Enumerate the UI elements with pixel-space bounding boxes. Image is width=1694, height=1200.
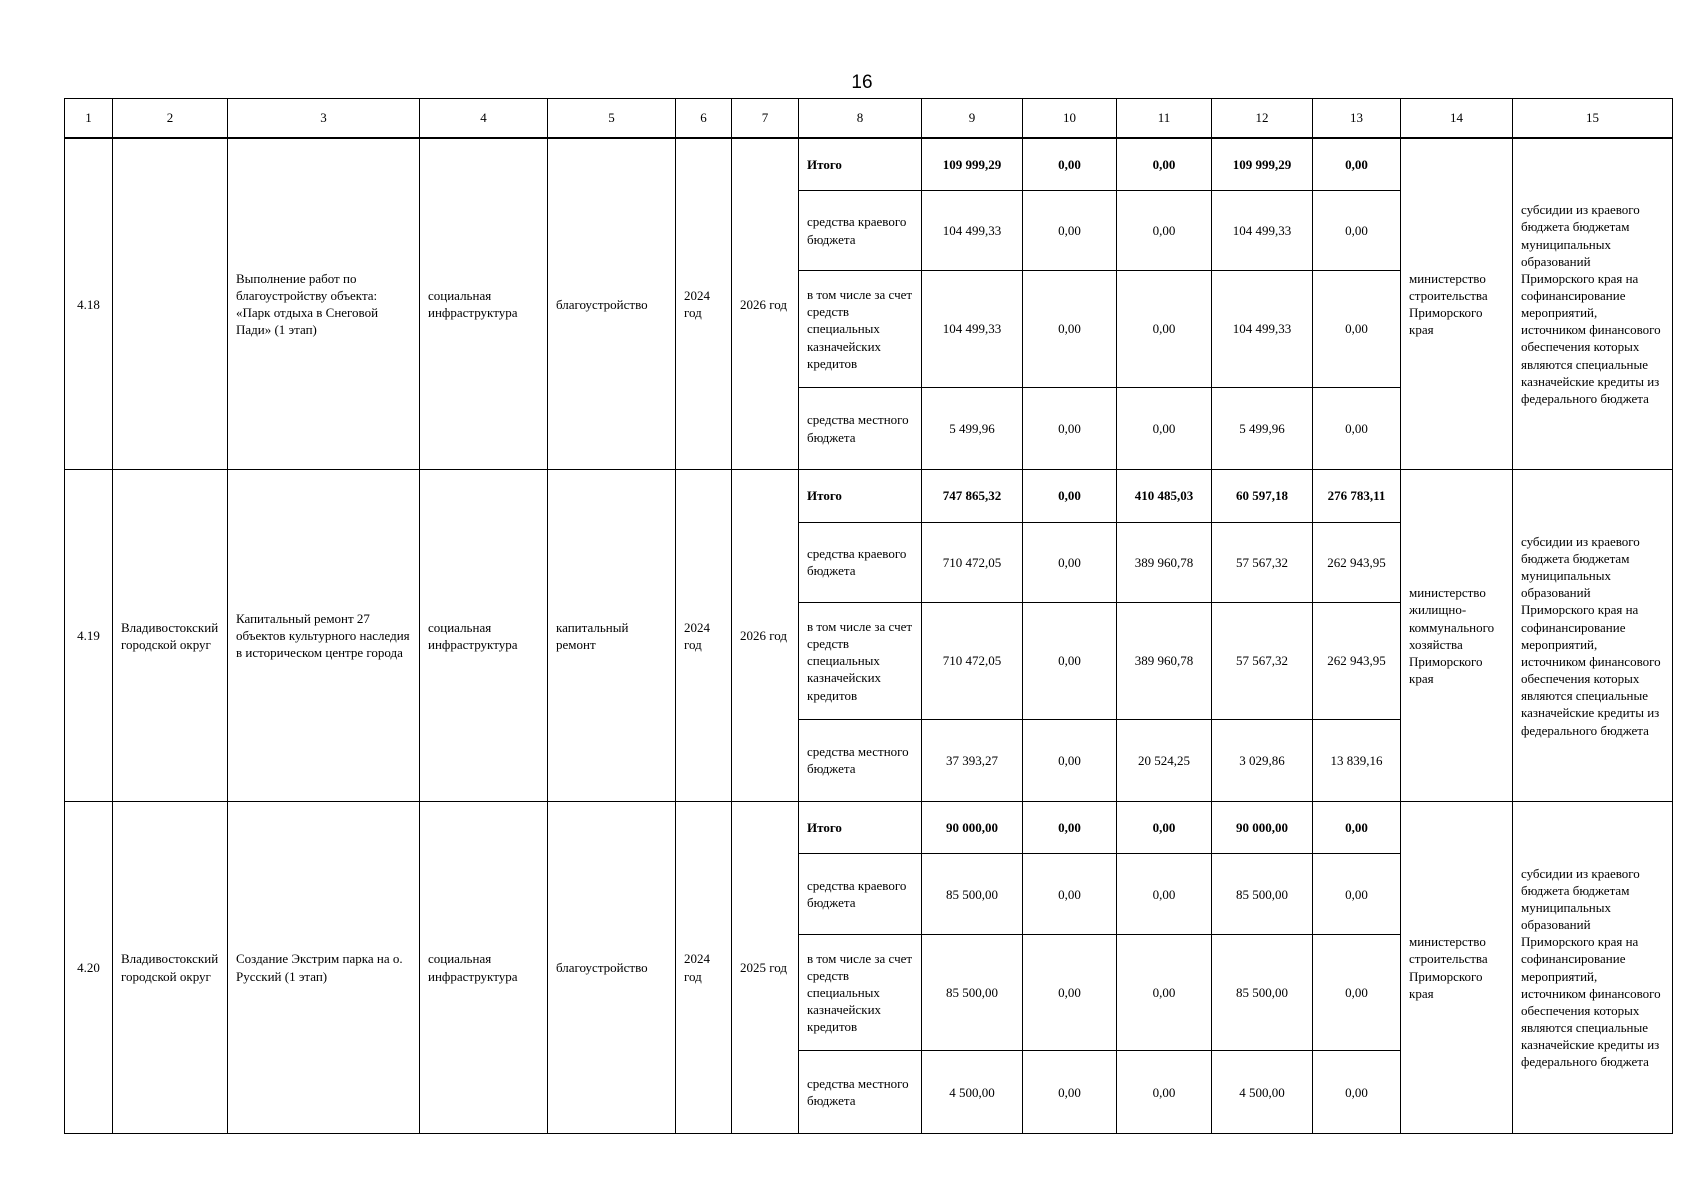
column-header: 11 — [1117, 99, 1212, 139]
amount-total-cell: 109 999,29 — [922, 138, 1023, 190]
work-type-cell: благоустройство — [548, 138, 676, 470]
amount-total-cell: 90 000,00 — [922, 802, 1023, 854]
amount-col12-cell: 109 999,29 — [1212, 138, 1313, 190]
amount-total-cell: 710 472,05 — [922, 603, 1023, 720]
amount-col11-cell: 389 960,78 — [1117, 603, 1212, 720]
item-number-cell: 4.18 — [65, 138, 113, 470]
amount-total-cell: 85 500,00 — [922, 934, 1023, 1051]
funding-source-label: средства местного бюджета — [799, 719, 922, 801]
amount-col11-cell: 389 960,78 — [1117, 522, 1212, 602]
amount-col10-cell: 0,00 — [1023, 719, 1117, 801]
object-name-cell: Создание Экстрим парка на о. Русский (1 этап) — [228, 802, 420, 1134]
amount-col12-cell: 60 597,18 — [1212, 470, 1313, 522]
page-number: 16 — [851, 72, 873, 93]
amount-col10-cell: 0,00 — [1023, 802, 1117, 854]
funding-note-cell: субсидии из краевого бюджета бюджетам муниципальных образований Приморского края на софинансирование мероприятий, источником финансового обеспечения которых являются специальные казначейские кредиты из федерального бюджета — [1513, 802, 1673, 1134]
table-row-total — [65, 802, 1673, 854]
amount-col11-cell: 410 485,03 — [1117, 470, 1212, 522]
column-header: 4 — [420, 99, 548, 139]
table-body — [65, 138, 1673, 1134]
amount-col12-cell: 104 499,33 — [1212, 190, 1313, 270]
responsible-body-cell: министерство строительства Приморского края — [1401, 802, 1513, 1134]
amount-col11-cell: 0,00 — [1117, 802, 1212, 854]
object-name-cell: Капитальный ремонт 27 объектов культурного наследия в историческом центре города — [228, 470, 420, 802]
amount-col12-cell: 104 499,33 — [1212, 271, 1313, 388]
amount-col10-cell: 0,00 — [1023, 387, 1117, 469]
amount-col13-cell: 0,00 — [1313, 138, 1401, 190]
amount-total-cell: 5 499,96 — [922, 387, 1023, 469]
column-number-row — [65, 99, 1673, 139]
budget-table — [64, 98, 1673, 1134]
column-header: 9 — [922, 99, 1023, 139]
amount-col10-cell: 0,00 — [1023, 854, 1117, 934]
column-header: 14 — [1401, 99, 1513, 139]
amount-col11-cell: 0,00 — [1117, 138, 1212, 190]
amount-col12-cell: 5 499,96 — [1212, 387, 1313, 469]
funding-source-label: в том числе за счет средств специальных казначейских кредитов — [799, 934, 922, 1051]
funding-source-label: средства краевого бюджета — [799, 190, 922, 270]
amount-col12-cell: 85 500,00 — [1212, 854, 1313, 934]
amount-col11-cell: 20 524,25 — [1117, 719, 1212, 801]
amount-total-cell: 104 499,33 — [922, 190, 1023, 270]
amount-col11-cell: 0,00 — [1117, 387, 1212, 469]
amount-col10-cell: 0,00 — [1023, 190, 1117, 270]
sphere-cell: социальная инфраструктура — [420, 470, 548, 802]
sphere-cell: социальная инфраструктура — [420, 138, 548, 470]
funding-source-label: средства местного бюджета — [799, 1051, 922, 1134]
amount-col13-cell: 0,00 — [1313, 387, 1401, 469]
municipality-cell: Владивостокский городской округ — [113, 802, 228, 1134]
amount-col13-cell: 0,00 — [1313, 1051, 1401, 1134]
amount-total-cell: 710 472,05 — [922, 522, 1023, 602]
amount-col12-cell: 90 000,00 — [1212, 802, 1313, 854]
funding-source-label: Итого — [799, 470, 922, 522]
amount-col11-cell: 0,00 — [1117, 934, 1212, 1051]
column-header: 13 — [1313, 99, 1401, 139]
funding-note-cell: субсидии из краевого бюджета бюджетам муниципальных образований Приморского края на софинансирование мероприятий, источником финансового обеспечения которых являются специальные казначейские кредиты из федерального бюджета — [1513, 138, 1673, 470]
work-type-cell: капитальный ремонт — [548, 470, 676, 802]
column-header: 15 — [1513, 99, 1673, 139]
amount-col11-cell: 0,00 — [1117, 190, 1212, 270]
end-year-cell: 2026 год — [732, 470, 799, 802]
amount-col13-cell: 0,00 — [1313, 271, 1401, 388]
amount-col12-cell: 85 500,00 — [1212, 934, 1313, 1051]
funding-source-label: в том числе за счет средств специальных казначейских кредитов — [799, 603, 922, 720]
amount-total-cell: 85 500,00 — [922, 854, 1023, 934]
start-year-cell: 2024 год — [676, 470, 732, 802]
sphere-cell: социальная инфраструктура — [420, 802, 548, 1134]
funding-source-label: средства местного бюджета — [799, 387, 922, 469]
column-header: 7 — [732, 99, 799, 139]
funding-source-label: средства краевого бюджета — [799, 522, 922, 602]
item-number-cell: 4.20 — [65, 802, 113, 1134]
amount-col10-cell: 0,00 — [1023, 934, 1117, 1051]
amount-total-cell: 4 500,00 — [922, 1051, 1023, 1134]
amount-col12-cell: 4 500,00 — [1212, 1051, 1313, 1134]
funding-note-cell: субсидии из краевого бюджета бюджетам муниципальных образований Приморского края на софинансирование мероприятий, источником финансового обеспечения которых являются специальные казначейские кредиты из федерального бюджета — [1513, 470, 1673, 802]
amount-total-cell: 747 865,32 — [922, 470, 1023, 522]
amount-col10-cell: 0,00 — [1023, 522, 1117, 602]
amount-col13-cell: 276 783,11 — [1313, 470, 1401, 522]
amount-total-cell: 104 499,33 — [922, 271, 1023, 388]
column-header: 10 — [1023, 99, 1117, 139]
funding-source-label: средства краевого бюджета — [799, 854, 922, 934]
amount-col13-cell: 262 943,95 — [1313, 603, 1401, 720]
amount-col12-cell: 57 567,32 — [1212, 522, 1313, 602]
table-row-total — [65, 138, 1673, 190]
table-row-total — [65, 470, 1673, 522]
start-year-cell: 2024 год — [676, 138, 732, 470]
responsible-body-cell: министерство строительства Приморского края — [1401, 138, 1513, 470]
amount-col10-cell: 0,00 — [1023, 603, 1117, 720]
object-name-cell: Выполнение работ по благоустройству объекта: «Парк отдыха в Снеговой Пади» (1 этап) — [228, 138, 420, 470]
column-header: 8 — [799, 99, 922, 139]
amount-col13-cell: 0,00 — [1313, 190, 1401, 270]
amount-col13-cell: 0,00 — [1313, 854, 1401, 934]
amount-col11-cell: 0,00 — [1117, 1051, 1212, 1134]
end-year-cell: 2025 год — [732, 802, 799, 1134]
funding-source-label: в том числе за счет средств специальных казначейских кредитов — [799, 271, 922, 388]
amount-col10-cell: 0,00 — [1023, 470, 1117, 522]
amount-col13-cell: 0,00 — [1313, 802, 1401, 854]
amount-col10-cell: 0,00 — [1023, 138, 1117, 190]
column-header: 1 — [65, 99, 113, 139]
amount-col10-cell: 0,00 — [1023, 271, 1117, 388]
amount-col13-cell: 0,00 — [1313, 934, 1401, 1051]
municipality-cell: Владивостокский городской округ — [113, 470, 228, 802]
amount-total-cell: 37 393,27 — [922, 719, 1023, 801]
column-header: 3 — [228, 99, 420, 139]
responsible-body-cell: министерство жилищно-коммунального хозяйства Приморского края — [1401, 470, 1513, 802]
amount-col11-cell: 0,00 — [1117, 854, 1212, 934]
work-type-cell: благоустройство — [548, 802, 676, 1134]
column-header: 5 — [548, 99, 676, 139]
amount-col11-cell: 0,00 — [1117, 271, 1212, 388]
amount-col12-cell: 57 567,32 — [1212, 603, 1313, 720]
start-year-cell: 2024 год — [676, 802, 732, 1134]
funding-source-label: Итого — [799, 802, 922, 854]
funding-source-label: Итого — [799, 138, 922, 190]
column-header: 6 — [676, 99, 732, 139]
item-number-cell: 4.19 — [65, 470, 113, 802]
amount-col12-cell: 3 029,86 — [1212, 719, 1313, 801]
municipality-cell — [113, 138, 228, 470]
amount-col10-cell: 0,00 — [1023, 1051, 1117, 1134]
amount-col13-cell: 13 839,16 — [1313, 719, 1401, 801]
end-year-cell: 2026 год — [732, 138, 799, 470]
column-header: 12 — [1212, 99, 1313, 139]
amount-col13-cell: 262 943,95 — [1313, 522, 1401, 602]
column-header: 2 — [113, 99, 228, 139]
